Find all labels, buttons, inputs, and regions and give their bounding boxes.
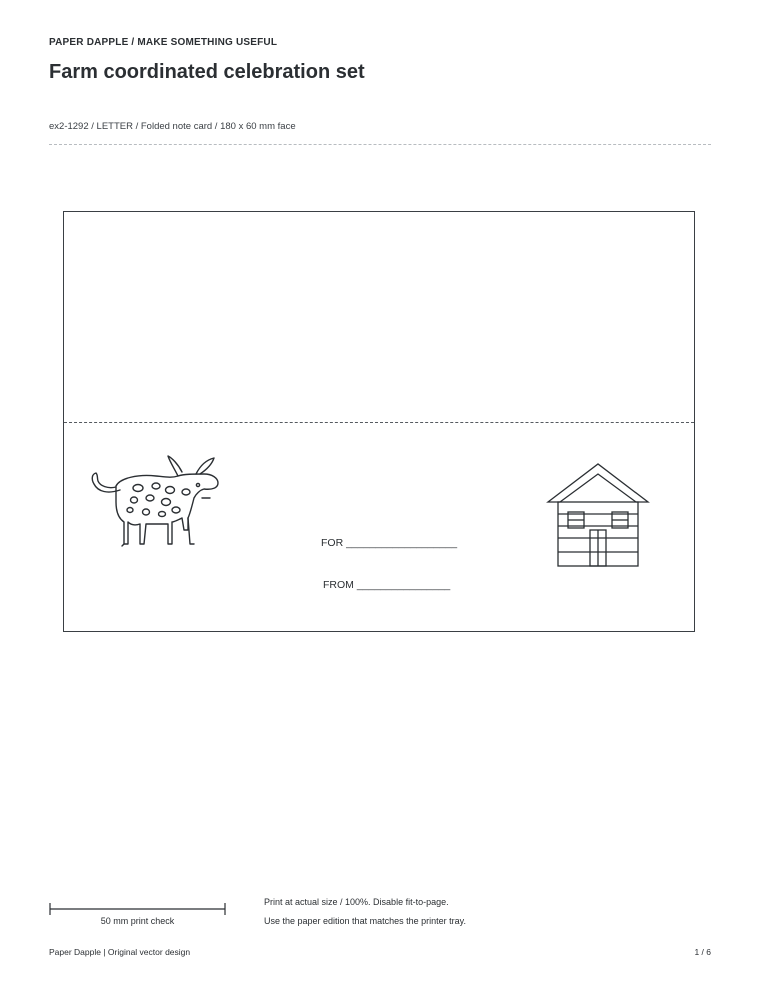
farmhouse-icon xyxy=(546,462,650,570)
spotted-cow-icon xyxy=(86,452,222,562)
fold-line xyxy=(64,422,694,423)
scale-check-label: 50 mm print check xyxy=(100,916,175,926)
paper-instruction: Use the paper edition that matches the printer tray. xyxy=(264,916,466,926)
brand-line: PAPER DAPPLE / MAKE SOMETHING USEFUL xyxy=(49,37,278,48)
header-divider xyxy=(49,144,711,145)
print-scale-bar xyxy=(49,901,229,917)
page-number: 1 / 6 xyxy=(694,947,711,957)
for-field-label: FOR ___________________ xyxy=(321,537,458,549)
footer-credit: Paper Dapple | Original vector design xyxy=(49,947,191,957)
from-field-label: FROM ________________ xyxy=(323,579,451,591)
print-instruction: Print at actual size / 100%. Disable fit-to-page. xyxy=(264,897,449,907)
document-meta: ex2-1292 / LETTER / Folded note card / 180 x 60 mm face xyxy=(49,121,296,132)
page-title: Farm coordinated celebration set xyxy=(49,61,365,83)
note-card-face xyxy=(63,211,695,632)
